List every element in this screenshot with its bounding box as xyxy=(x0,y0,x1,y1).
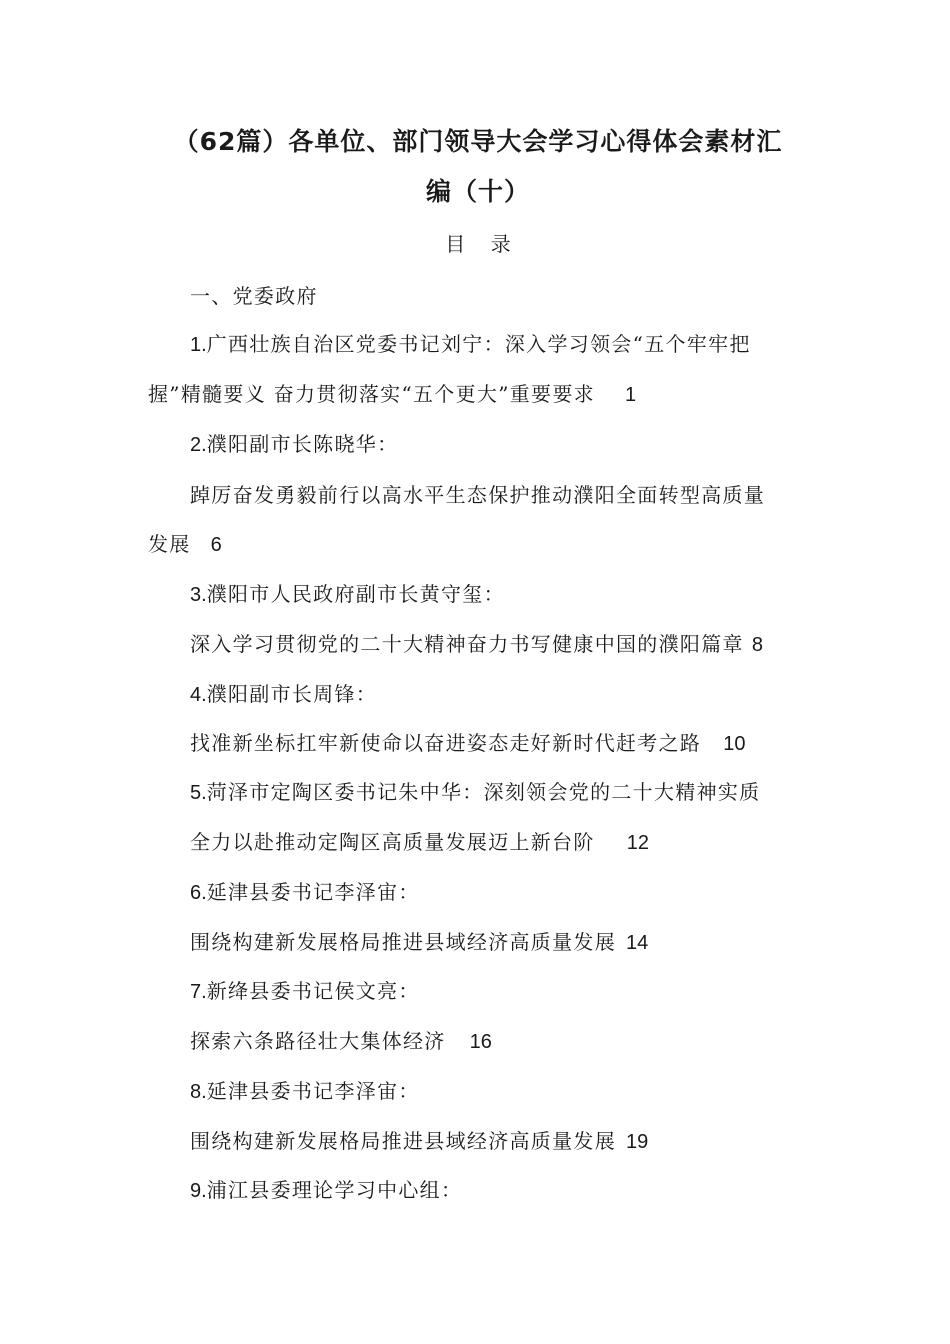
entry-author: 濮阳市人民政府副市长黄守玺： xyxy=(206,582,505,606)
entry-number: 6. xyxy=(190,882,207,904)
entry-number: 5. xyxy=(190,782,207,804)
entry-text: 菏泽市定陶区委书记朱中华：深刻领会党的二十大精神实质 xyxy=(206,780,761,804)
entry-author: 延津县委书记李泽宙： xyxy=(206,880,420,904)
toc-entry-7-author xyxy=(190,975,420,1004)
entry-text: 深入学习贯彻党的二十大精神奋力书写健康中国的濮阳篇章 xyxy=(190,632,744,656)
document-title-line-2: 编（十） xyxy=(425,177,530,206)
toc-entry-5 xyxy=(190,776,761,805)
toc-heading: 目 录 xyxy=(445,232,511,256)
entry-number: 4. xyxy=(190,684,207,706)
toc-entry-1 xyxy=(190,328,751,357)
toc-entry-4-author xyxy=(190,678,377,707)
toc-entry-7 xyxy=(190,1025,492,1054)
toc-entry-5-cont xyxy=(190,826,649,855)
entry-number: 2. xyxy=(190,434,207,456)
toc-entry-9-author xyxy=(190,1174,462,1203)
page-number: 8 xyxy=(751,634,763,656)
entry-author: 延津县委书记李泽宙： xyxy=(206,1079,420,1103)
section-heading: 一、党委政府 xyxy=(190,284,318,308)
entry-author: 濮阳副市长周锋： xyxy=(206,682,378,706)
document-title-line-1: （62篇）各单位、部门领导大会学习心得体会素材汇 xyxy=(173,127,783,156)
entry-text: 围绕构建新发展格局推进县域经济高质量发展 xyxy=(190,930,616,954)
toc-entry-2: 踔厉奋发勇毅前行以高水平生态保护推动濮阳全面转型高质量 xyxy=(190,483,766,507)
page-number: 12 xyxy=(626,832,649,854)
toc-entry-8-author xyxy=(190,1075,420,1104)
entry-text: 广西壮族自治区党委书记刘宁：深入学习领会“五个牢牢把 xyxy=(206,332,751,356)
page-number: 10 xyxy=(723,733,746,755)
entry-text: 握”精髓要义 奋力贯彻落实“五个更大”重要要求 xyxy=(148,382,595,406)
page-number: 6 xyxy=(210,534,222,556)
entry-author: 濮阳副市长陈晓华： xyxy=(206,432,399,456)
toc-entry-2-cont xyxy=(148,528,222,557)
entry-text: 探索六条路径壮大集体经济 xyxy=(190,1029,446,1053)
entry-number: 9. xyxy=(190,1180,207,1202)
toc-entry-6-author xyxy=(190,876,420,905)
page-number: 14 xyxy=(626,932,649,954)
toc-entry-3-author xyxy=(190,578,505,607)
toc-entry-8 xyxy=(190,1125,648,1154)
toc-entry-3 xyxy=(190,628,763,657)
entry-text: 围绕构建新发展格局推进县域经济高质量发展 xyxy=(190,1129,616,1153)
entry-text: 全力以赴推动定陶区高质量发展迈上新台阶 xyxy=(190,830,595,854)
entry-author: 新绛县委书记侯文亮： xyxy=(206,979,420,1003)
page-number: 16 xyxy=(469,1031,492,1053)
entry-author: 浦江县委理论学习中心组： xyxy=(206,1178,463,1202)
page-number: 1 xyxy=(624,384,637,406)
entry-number: 1. xyxy=(190,334,207,356)
entry-text: 发展 xyxy=(148,532,191,556)
toc-entry-2-author xyxy=(190,428,398,457)
entry-text: 找准新坐标扛牢新使命以奋进姿态走好新时代赶考之路 xyxy=(190,731,702,755)
page-number: 19 xyxy=(626,1131,649,1153)
entry-number: 3. xyxy=(190,584,207,606)
entry-number: 8. xyxy=(190,1081,207,1103)
toc-entry-6 xyxy=(190,926,648,955)
toc-entry-4 xyxy=(190,727,745,756)
entry-number: 7. xyxy=(190,981,207,1003)
toc-entry-1-cont xyxy=(148,378,636,407)
